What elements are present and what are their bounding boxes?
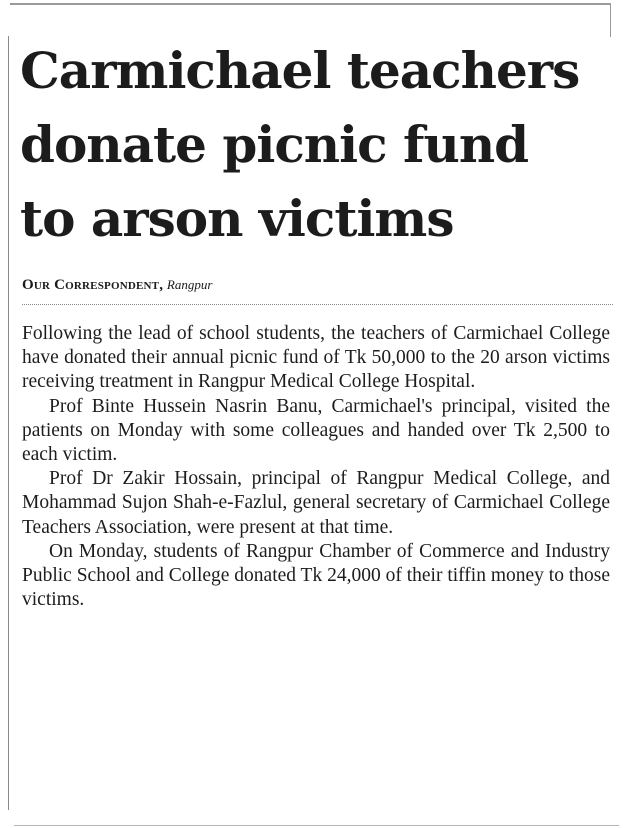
article-body	[22, 322, 610, 612]
byline	[22, 276, 212, 294]
bottom-rule	[14, 825, 619, 826]
right-column-rule	[610, 3, 611, 37]
article-paragraph-2: Prof Binte Hussein Nasrin Banu, Carmichael's principal, visited the patients on Monday with some colleagues and handed over Tk 2,500 to each victim.	[22, 395, 610, 466]
article-paragraph-4: On Monday, students of Rangpur Chamber of Commerce and Industry Public School and College donated Tk 24,000 of their tiffin money to those victims.	[22, 540, 610, 611]
headline-line-2: donate picnic fund	[20, 115, 529, 174]
byline-author: Our Correspondent,	[22, 277, 164, 293]
headline	[20, 34, 630, 256]
headline-line-3: to arson victims	[20, 189, 454, 248]
left-column-rule	[8, 36, 9, 810]
article-paragraph-3: Prof Dr Zakir Hossain, principal of Rangpur Medical College, and Mohammad Sujon Shah-e-Fazlul, general secretary of Carmichael College Teachers Association, were present at that time.	[22, 468, 610, 538]
top-column-rule	[10, 3, 611, 5]
byline-divider	[22, 304, 613, 305]
byline-place: Rangpur	[166, 277, 213, 292]
article-paragraph-1: Following the lead of school students, the teachers of Carmichael College have donated their annual picnic fund of Tk 50,000 to the 20 arson victims receiving treatment in Rangpur Medical College Hospital.	[22, 323, 610, 393]
headline-line-1: Carmichael teachers	[20, 41, 580, 100]
